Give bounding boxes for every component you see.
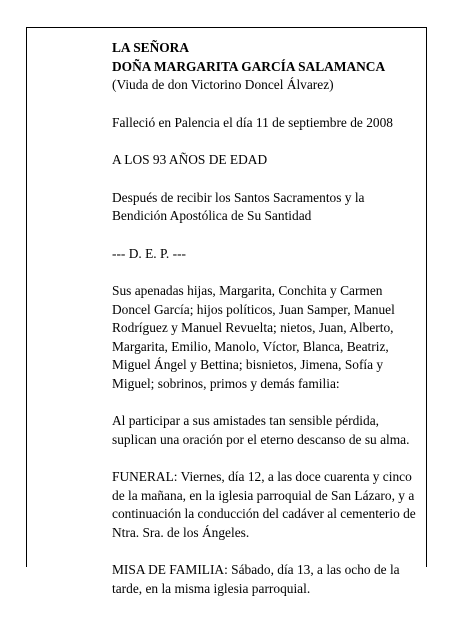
- widow-line: (Viuda de don Victorino Doncel Álvarez): [112, 77, 334, 92]
- sacraments-paragraph: Después de recibir los Santos Sacramentos y la Bendición Apostólica de Su Santidad: [112, 189, 365, 223]
- family-mass-paragraph: MISA DE FAMILIA: Sábado, día 13, a las ocho de la tarde, en la misma iglesia parroquial.: [112, 562, 400, 596]
- rip-line: --- D. E. P. ---: [112, 245, 187, 261]
- prayer-request-paragraph: Al participar a sus amistades tan sensible pérdida, suplican una oración por el eterno descanso de su alma.: [112, 413, 410, 447]
- age-line: A LOS 93 AÑOS DE EDAD: [112, 152, 268, 167]
- notice-title-line2: DOÑA MARGARITA GARCÍA SALAMANCA: [112, 58, 386, 74]
- notice-title-line1: LA SEÑORA: [112, 40, 190, 55]
- family-paragraph: Sus apenadas hijas, Margarita, Conchita y Carmen Doncel García; hijos políticos, Juan Samper, Manuel Rodríguez y Manuel Revuelta; nietos, Juan, Alberto, Margarita, Emilio, Manolo, Víctor, Blanca, Beatriz, Miguel Ángel y Bettina; bisnietos, Jimena, Sofía y Miguel; sobrinos, primos y demás familia:: [112, 283, 395, 391]
- funeral-paragraph: FUNERAL: Viernes, día 12, a las doce cuarenta y cinco de la mañana, en la iglesia parroquial de San Lázaro, y a continuación la conducción del cadáver al cementerio de Ntra. Sra. de los Ángeles.: [112, 469, 416, 540]
- obituary-notice: [112, 39, 422, 617]
- death-line: Falleció en Palencia el día 11 de septiembre de 2008: [112, 114, 393, 130]
